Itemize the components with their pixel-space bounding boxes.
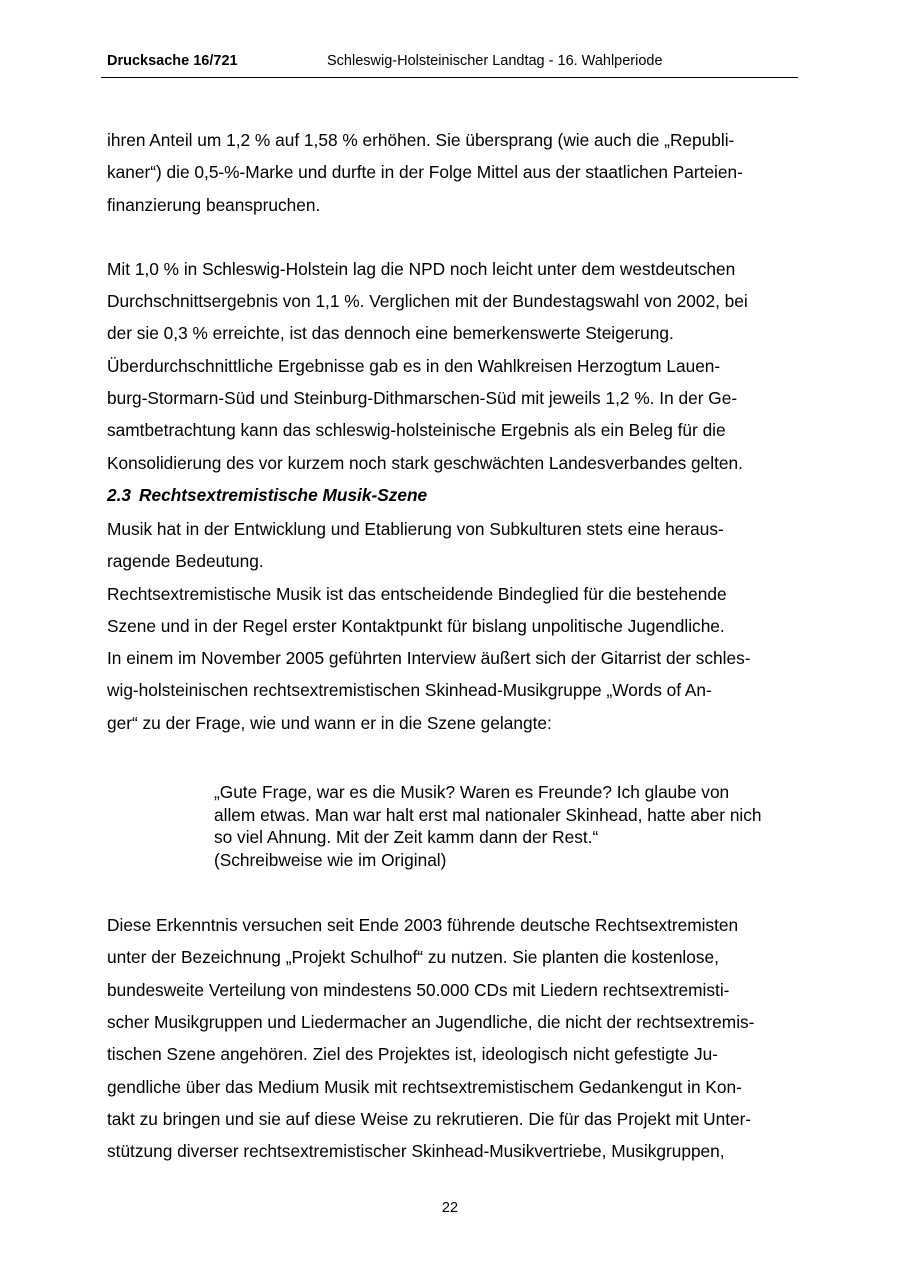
text-line: Überdurchschnittliche Ergebnisse gab es in den Wahlkreisen Herzogtum Lauen- (107, 355, 721, 376)
document-number: Drucksache 16/721 (107, 53, 238, 69)
header-title: Schleswig-Holsteinischer Landtag - 16. Wahlperiode (327, 53, 663, 69)
text-line: takt zu bringen und sie auf diese Weise zu rekrutieren. Die für das Projekt mit Unter- (107, 1108, 752, 1129)
paragraph-4 (107, 578, 797, 643)
paragraph-5 (107, 642, 797, 739)
text-line: bundesweite Verteilung von mindestens 50.000 CDs mit Liedern rechtsextremisti- (107, 979, 730, 1000)
text-line: gendliche über das Medium Musik mit rechtsextremistischem Gedankengut in Kon- (107, 1076, 742, 1097)
text-line: kaner“) die 0,5-%-Marke und durfte in der Folge Mittel aus der staatlichen Parteien- (107, 162, 743, 183)
paragraph-6 (107, 909, 797, 1167)
text-line: ger“ zu der Frage, wie und wann er in die Szene gelangte: (107, 712, 552, 733)
text-line: ihren Anteil um 1,2 % auf 1,58 % erhöhen. Sie übersprang (wie auch die „Republi- (107, 130, 735, 150)
text-line: Szene und in der Regel erster Kontaktpunkt für bislang unpolitische Jugendliche. (107, 615, 725, 636)
paragraph-3 (107, 513, 797, 578)
section-heading (107, 483, 797, 507)
paragraph-1 (107, 124, 797, 221)
text-line: Musik hat in der Entwicklung und Etablierung von Subkulturen stets eine heraus- (107, 518, 724, 539)
text-line: scher Musikgruppen und Liedermacher an Jugendliche, die nicht der rechtsextremis- (107, 1011, 755, 1032)
text-line: Mit 1,0 % in Schleswig-Holstein lag die NPD noch leicht unter dem westdeutschen (107, 258, 736, 279)
interview-quote (107, 781, 797, 871)
text-line: Konsolidierung des vor kurzem noch stark geschwächten Landesverbandes gelten. (107, 452, 743, 473)
paragraph-gap (107, 221, 797, 253)
text-line: unter der Bezeichnung „Projekt Schulhof“ zu nutzen. Sie planten die kostenlose, (107, 947, 719, 968)
text-line: finanzierung beanspruchen. (107, 194, 321, 215)
quote-gap (107, 739, 797, 781)
document-body (107, 124, 797, 1167)
page-header (101, 52, 798, 78)
text-line: Durchschnittsergebnis von 1,1 %. Verglichen mit der Bundestagswahl von 2002, bei (107, 291, 748, 312)
page-number: 22 (441, 1200, 459, 1216)
text-line: Diese Erkenntnis versuchen seit Ende 2003 führende deutsche Rechtsextremisten (107, 915, 739, 936)
text-line: der sie 0,3 % erreichte, ist das dennoch eine bemerkenswerte Steigerung. (107, 323, 674, 344)
text-line: In einem im November 2005 geführten Interview äußert sich der Gitarrist der schles- (107, 648, 751, 669)
text-line: Rechtsextremistische Musik ist das entscheidende Bindeglied für die bestehende (107, 583, 727, 604)
quote-line: „Gute Frage, war es die Musik? Waren es Freunde? Ich glaube von (214, 782, 730, 803)
text-line: tischen Szene angehören. Ziel des Projektes ist, ideologisch nicht gefestigte Ju- (107, 1044, 718, 1065)
section-number: 2.3 (107, 484, 132, 505)
text-line: wig-holsteinischen rechtsextremistischen Skinhead-Musikgruppe „Words of An- (107, 680, 712, 701)
paragraph-2 (107, 253, 797, 479)
text-line: ragende Bedeutung. (107, 551, 264, 572)
text-line: samtbetrachtung kann das schleswig-holsteinische Ergebnis als ein Beleg für die (107, 420, 726, 441)
text-line: stützung diverser rechtsextremistischer Skinhead-Musikvertriebe, Musikgruppen, (107, 1141, 725, 1162)
quote-note: (Schreibweise wie im Original) (214, 849, 447, 870)
text-line: burg-Stormarn-Süd und Steinburg-Dithmarschen-Süd mit jeweils 1,2 %. In der Ge- (107, 388, 738, 409)
quote-line: so viel Ahnung. Mit der Zeit kamm dann der Rest.“ (214, 827, 599, 848)
section-title: Rechtsextremistische Musik-Szene (139, 484, 428, 505)
quote-line: allem etwas. Man war halt erst mal nationaler Skinhead, hatte aber nich (214, 804, 762, 825)
quote-gap (107, 871, 797, 909)
